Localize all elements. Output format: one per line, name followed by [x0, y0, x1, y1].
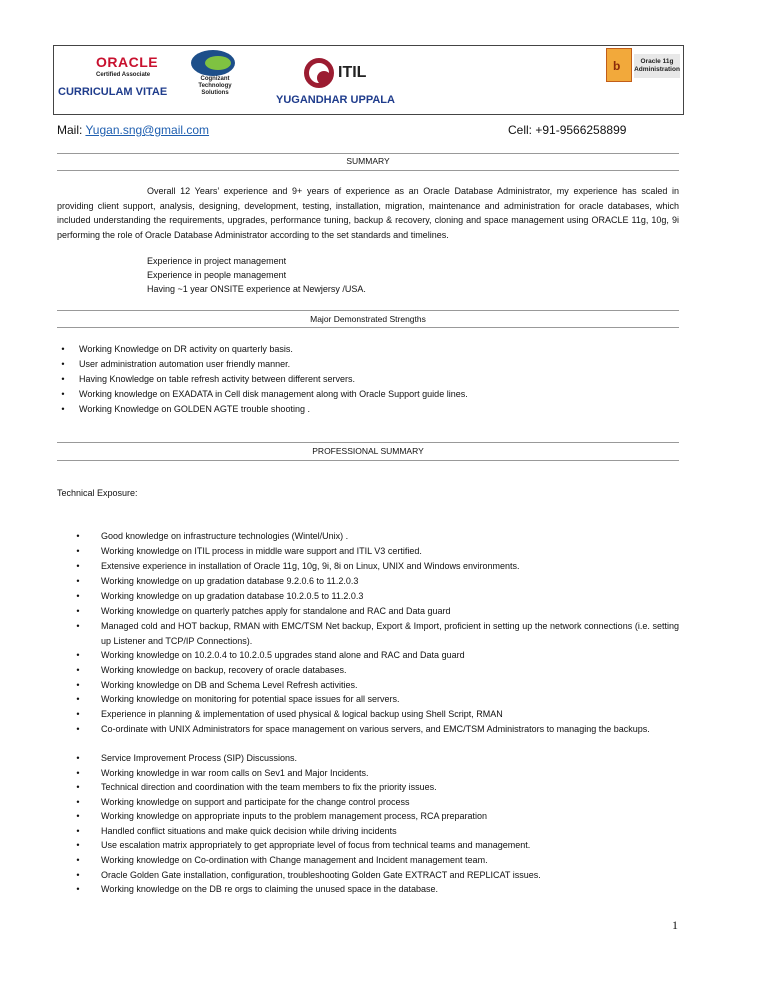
technical-exposure-item-text: Managed cold and HOT backup, RMAN with EMC/TSM Net backup, Export & Import, proficient in setting up the network connections (i.e. setting up Listener and TCP/IP Connections).	[101, 621, 679, 646]
technical-exposure-item-text: Working knowledge on DB and Schema Level Refresh activities.	[101, 680, 358, 690]
strength-item	[60, 402, 680, 417]
technical-exposure-item-text: Technical direction and coordination with the team members to fix the priority issues.	[101, 782, 437, 792]
strengths-title: Major Demonstrated Strengths	[310, 314, 426, 324]
strength-item-text: User administration automation user friendly manner.	[79, 359, 291, 369]
technical-exposure-item-text: Service Improvement Process (SIP) Discussions.	[101, 753, 298, 763]
technical-exposure-item-text: Working knowledge on quarterly patches apply for standalone and RAC and Data guard	[101, 606, 451, 616]
bullet-icon: •	[76, 531, 80, 541]
candidate-name: YUGANDHAR UPPALA	[276, 94, 395, 106]
bullet-icon: •	[76, 621, 80, 631]
bullet-icon: •	[61, 344, 65, 354]
bullet-icon: •	[76, 576, 80, 586]
oracle-logo-subtext: Certified Associate	[96, 72, 151, 78]
bullet-icon: •	[76, 884, 80, 894]
bullet-icon: •	[76, 753, 80, 763]
bullet-icon: •	[76, 665, 80, 675]
strength-item	[60, 387, 680, 402]
bullet-icon: •	[76, 811, 80, 821]
bullet-icon: •	[76, 606, 80, 616]
oracle-11g-logo	[606, 48, 682, 84]
bullet-icon: •	[76, 782, 80, 792]
technical-exposure-item-text: Working knowledge on monitoring for potential space issues for all servers.	[101, 694, 400, 704]
technical-exposure-item-text: Working knowledge on Co-ordination with Change management and Incident management team.	[101, 855, 488, 865]
strength-item	[60, 372, 680, 387]
technical-exposure-item-text: Oracle Golden Gate installation, configuration, troubleshooting Golden Gate EXTRACT and REPLICAT issues.	[101, 870, 541, 880]
email-link[interactable]: Yugan.sng@gmail.com	[85, 123, 210, 137]
cognizant-globe-icon	[191, 50, 235, 76]
bullet-icon: •	[76, 561, 80, 571]
itil-logo	[304, 58, 380, 90]
bullet-icon: •	[76, 591, 80, 601]
technical-exposure-item-text: Extensive experience in installation of Oracle 11g, 10g, 9i, 8i on Linux, UNIX and Windows environments.	[101, 561, 520, 571]
cv-title: CURRICULAM VITAE	[58, 86, 168, 98]
bullet-icon: •	[76, 855, 80, 865]
summary-line: Experience in project management	[147, 256, 287, 266]
bullet-icon: •	[76, 546, 80, 556]
divider	[57, 170, 679, 171]
technical-exposure-item-text: Working knowledge in war room calls on Sev1 and Major Incidents.	[101, 768, 369, 778]
mail-label: Mail:	[57, 123, 86, 137]
summary-line: Experience in people management	[147, 270, 287, 280]
technical-exposure-item-text: Working knowledge on support and participate for the change control process	[101, 797, 410, 807]
oracle-11g-logo-text: Oracle 11g Administration	[634, 54, 680, 78]
page-number: 1	[672, 918, 678, 932]
technical-exposure-heading: Technical Exposure:	[57, 488, 138, 498]
technical-exposure-item-text: Experience in planning & implementation of used physical & logical backup using Shell Script, RMAN	[101, 709, 503, 719]
technical-exposure-item-text: Working knowledge on 10.2.0.4 to 10.2.0.5 upgrades stand alone and RAC and Data guard	[101, 650, 465, 660]
strength-item-text: Working Knowledge on GOLDEN AGTE trouble shooting .	[79, 404, 310, 414]
bullet-icon: •	[76, 797, 80, 807]
summary-line: Having ~1 year ONSITE experience at Newjersy /USA.	[147, 284, 366, 294]
technical-exposure-item-text: Working knowledge on appropriate inputs to the problem management process, RCA preparation	[101, 811, 488, 821]
bullet-icon: •	[61, 374, 65, 384]
bullet-icon: •	[76, 650, 80, 660]
divider	[57, 327, 679, 328]
bullet-icon: •	[61, 389, 65, 399]
bullet-icon: •	[76, 709, 80, 719]
header-box	[53, 45, 684, 115]
technical-exposure-item-text: Working knowledge on up gradation database 10.2.0.5 to 11.2.0.3	[101, 591, 364, 601]
summary-title: SUMMARY	[346, 156, 390, 166]
summary-paragraph: Overall 12 Years’ experience and 9+ years of experience as an Oracle Database Administrator, my experience has scaled in providing client support, analysis, designing, development, testing, installation, migration, maintenance and administration for oracle databases, which included understanding the requirements, upgrades, performance tuning, backup & recovery, cloning and space management using ORACLE 11g, 10g, 9i performing the role of Oracle Database Administrator according to the set standards and timelines.	[57, 186, 679, 241]
bullet-icon: •	[76, 826, 80, 836]
cognizant-logo	[186, 50, 244, 100]
divider	[57, 310, 679, 311]
badge-letter: b	[613, 59, 621, 73]
technical-exposure-item-text: Working knowledge on up gradation database 9.2.0.6 to 11.2.0.3	[101, 576, 359, 586]
professional-summary-title: PROFESSIONAL SUMMARY	[312, 446, 424, 456]
itil-logo-text: ITIL	[338, 64, 367, 81]
oracle-certified-logo	[94, 52, 158, 84]
itil-ring-icon	[304, 58, 334, 88]
cognizant-logo-text: Cognizant Technology Solutions	[198, 76, 232, 96]
bullet-icon: •	[76, 694, 80, 704]
cell-number: Cell: +91-9566258899	[508, 123, 627, 137]
bullet-icon: •	[76, 680, 80, 690]
divider	[57, 442, 679, 443]
strength-item	[60, 357, 680, 372]
bullet-icon: •	[76, 768, 80, 778]
bullet-icon: •	[61, 359, 65, 369]
technical-exposure-item-text: Working knowledge on backup, recovery of oracle databases.	[101, 665, 347, 675]
bullet-icon: •	[76, 724, 80, 734]
bullet-icon: •	[76, 840, 80, 850]
badge-icon	[606, 48, 632, 82]
strength-item	[60, 342, 680, 357]
oracle-logo-text: ORACLE	[96, 54, 159, 70]
technical-exposure-item-text: Good knowledge on infrastructure technologies (Wintel/Unix) .	[101, 531, 349, 541]
strength-item-text: Working knowledge on EXADATA in Cell disk management along with Oracle Support guide lines.	[79, 389, 468, 399]
bullet-icon: •	[76, 870, 80, 880]
divider	[57, 460, 679, 461]
technical-exposure-item-text: Co-ordinate with UNIX Administrators for space management on various servers, and EMC/TSM Administrators to managing the backups.	[101, 724, 650, 734]
divider	[57, 153, 679, 154]
bullet-icon: •	[61, 404, 65, 414]
technical-exposure-item-text: Handled conflict situations and make quick decision while driving incidents	[101, 826, 397, 836]
technical-exposure-item-text: Use escalation matrix appropriately to get appropriate level of focus from technical teams and management.	[101, 840, 531, 850]
mail-line	[57, 123, 209, 137]
strength-item-text: Having Knowledge on table refresh activity between different servers.	[79, 374, 355, 384]
technical-exposure-item-text: Working knowledge on ITIL process in middle ware support and ITIL V3 certified.	[101, 546, 422, 556]
strength-item-text: Working Knowledge on DR activity on quarterly basis.	[79, 344, 293, 354]
technical-exposure-item-text: Working knowledge on the DB re orgs to claiming the unused space in the database.	[101, 884, 439, 894]
